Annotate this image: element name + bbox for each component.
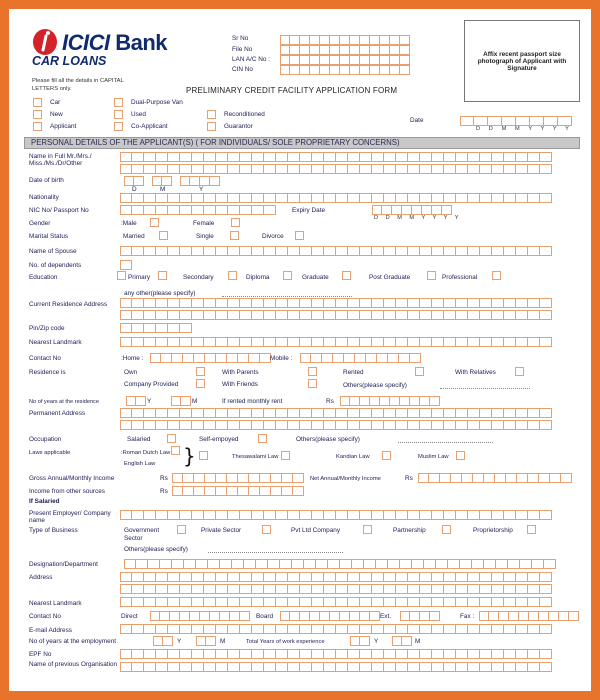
dob-day-cells[interactable] bbox=[124, 176, 144, 186]
dob-d-hint: D bbox=[132, 186, 137, 193]
diploma-label: Diploma bbox=[246, 274, 270, 281]
edu-lead-checkbox[interactable] bbox=[117, 271, 126, 280]
car-checkbox[interactable] bbox=[33, 98, 42, 107]
single-label: Single bbox=[196, 233, 214, 240]
english-law-checkbox[interactable] bbox=[199, 451, 208, 460]
res-other-line[interactable] bbox=[440, 388, 530, 389]
business-label: Type of Business bbox=[29, 527, 78, 534]
postgrad-label: Post Graduate bbox=[369, 274, 411, 281]
expiry-cells[interactable] bbox=[372, 205, 452, 215]
nationality-label: Nationality bbox=[29, 194, 59, 201]
direct-label: Direct bbox=[121, 613, 138, 620]
residence-address-label: Current Residence Address bbox=[29, 301, 108, 308]
product-name: CAR LOANS bbox=[32, 54, 107, 68]
selfemp-checkbox[interactable] bbox=[258, 434, 267, 443]
divorce-label: Divorce bbox=[262, 233, 284, 240]
form-title: PRELIMINARY CREDIT FACILITY APPLICATION FORM bbox=[186, 86, 398, 95]
private-label: Private Sector bbox=[201, 527, 242, 534]
muslim-label: Muslim Law bbox=[418, 454, 449, 460]
instructions: Please fill all the details in CAPITAL LETTERS only. bbox=[32, 78, 124, 92]
employer-cells[interactable] bbox=[120, 510, 552, 520]
biz-other-label: Others(please specify) bbox=[124, 546, 188, 553]
occ-other-label: Others(please specify) bbox=[296, 436, 360, 443]
pvt-checkbox[interactable] bbox=[363, 525, 372, 534]
kandian-label: Kandian Law bbox=[336, 454, 370, 460]
sr-no-label: Sr No bbox=[232, 35, 249, 42]
primary-checkbox[interactable] bbox=[158, 271, 167, 280]
relatives-checkbox[interactable] bbox=[515, 367, 524, 376]
dependents-label: No. of dependents bbox=[29, 262, 82, 269]
nic-label: NIC No/ Passport No bbox=[29, 207, 89, 214]
landmark-cells[interactable] bbox=[120, 337, 552, 347]
board-label: Board bbox=[256, 613, 274, 620]
biz-other-line[interactable] bbox=[208, 552, 343, 553]
address-row2-cells[interactable] bbox=[120, 584, 552, 594]
home-label: :Home : bbox=[121, 355, 144, 362]
dependents-cells[interactable] bbox=[120, 260, 132, 270]
file-no-cells[interactable] bbox=[280, 45, 410, 55]
landmark2-cells[interactable] bbox=[120, 597, 552, 607]
english-law-label: English Law bbox=[124, 461, 156, 467]
applicant-checkbox[interactable] bbox=[33, 122, 42, 131]
edu-other-line[interactable] bbox=[222, 296, 352, 297]
dob-month-cells[interactable] bbox=[152, 176, 172, 186]
diploma-checkbox[interactable] bbox=[283, 271, 292, 280]
parents-label: With Parents bbox=[222, 369, 259, 376]
landmark-label: Nearest Landmark bbox=[29, 339, 82, 346]
prev-org-label: Name of previous Organisation bbox=[29, 661, 118, 668]
mobile-label: Mobile : bbox=[270, 355, 293, 362]
name-row1-cells[interactable] bbox=[120, 152, 552, 162]
designation-cells[interactable] bbox=[124, 559, 556, 569]
used-checkbox[interactable] bbox=[114, 110, 123, 119]
male-label: :Male bbox=[121, 220, 137, 227]
total-y-cells[interactable] bbox=[350, 636, 370, 646]
education-label: Education bbox=[29, 274, 58, 281]
pvt-label: Pvt Ltd Company bbox=[291, 527, 341, 534]
dob-year-cells[interactable] bbox=[180, 176, 220, 186]
car-label: Car bbox=[50, 99, 61, 106]
years-emp-y: Y bbox=[177, 638, 182, 645]
used-label: Used bbox=[131, 111, 146, 118]
fax-label: Fax : bbox=[460, 613, 475, 620]
dob-m-hint: M bbox=[160, 186, 166, 193]
date-hint: D D M M Y Y Y Y bbox=[476, 126, 573, 132]
res-other-label: Others(please specify) bbox=[343, 382, 407, 389]
net-income-label: Net Annual/Monthly Income bbox=[310, 476, 381, 482]
govt-label: Government Sector bbox=[124, 527, 160, 542]
guarantor-label: Guarantor bbox=[224, 123, 253, 130]
laws-label: Laws applicable bbox=[29, 450, 71, 456]
photo-box-text: Affix recent passport size photograph of Applicant with Signature bbox=[477, 51, 567, 72]
total-years-label: Total Years of work experience bbox=[246, 639, 325, 645]
designation-label: Designation/Department bbox=[29, 561, 98, 568]
proprietor-label: Proprietorship bbox=[473, 527, 513, 534]
secondary-checkbox[interactable] bbox=[228, 271, 237, 280]
permanent-row1-cells[interactable] bbox=[120, 408, 552, 418]
company-label: Company Provided bbox=[124, 381, 179, 388]
lan-cells[interactable] bbox=[280, 55, 410, 65]
kandian-checkbox[interactable] bbox=[382, 451, 391, 460]
pin-label: Pin/Zip code bbox=[29, 325, 65, 332]
rent-rs: Rs bbox=[326, 398, 334, 405]
thesawalami-label: Thesawalami Law bbox=[232, 454, 279, 460]
cin-label: CIN No bbox=[232, 66, 253, 73]
married-checkbox[interactable] bbox=[159, 231, 168, 240]
edu-other-label: any other(please specify) bbox=[124, 290, 196, 297]
pin-cells[interactable] bbox=[120, 323, 192, 333]
postgrad-checkbox[interactable] bbox=[427, 271, 436, 280]
rent-cells[interactable] bbox=[340, 396, 440, 406]
sr-no-cells[interactable] bbox=[280, 35, 410, 45]
friends-label: With Friends bbox=[222, 381, 258, 388]
expiry-hint: D D M M Y Y Y Y bbox=[374, 215, 462, 221]
contact2-label: Contact No bbox=[29, 613, 61, 620]
home-phone-cells[interactable] bbox=[150, 353, 271, 363]
roman-law-checkbox[interactable] bbox=[171, 446, 180, 455]
married-label: Married bbox=[123, 233, 145, 240]
other-rs: Rs bbox=[160, 488, 168, 495]
gender-label: Gender bbox=[29, 220, 51, 227]
board-cells[interactable] bbox=[280, 611, 380, 621]
professional-label: Professional bbox=[442, 274, 478, 281]
total-m-cells[interactable] bbox=[392, 636, 412, 646]
residence-row2-cells[interactable] bbox=[120, 310, 552, 320]
date-label: Date bbox=[410, 117, 424, 124]
spouse-label: Name of Spouse bbox=[29, 248, 77, 255]
residence-row1-cells[interactable] bbox=[120, 298, 552, 308]
company-checkbox[interactable] bbox=[196, 379, 205, 388]
rent-label: If rented monthly rent bbox=[222, 398, 283, 405]
female-checkbox[interactable] bbox=[231, 218, 240, 227]
email-label: E-mail Address bbox=[29, 627, 72, 634]
graduate-checkbox[interactable] bbox=[342, 271, 351, 280]
applicant-label: Applicant bbox=[50, 123, 77, 130]
years-res-label: No of years at the residence bbox=[29, 399, 99, 405]
years-emp-y-cells[interactable] bbox=[153, 636, 173, 646]
thesawalami-checkbox[interactable] bbox=[281, 451, 290, 460]
contact-label: Contact No bbox=[29, 355, 61, 362]
section-header: PERSONAL DETAILS OF THE APPLICANT(S) ( FOR INDIVIDUALS/ SOLE PROPRIETARY CONCERNS) bbox=[24, 137, 580, 149]
years-res-m-cells[interactable] bbox=[171, 396, 191, 406]
years-res-y: Y bbox=[147, 398, 152, 405]
gross-income-cells[interactable] bbox=[172, 473, 304, 483]
if-salaried-label: If Salaried bbox=[29, 498, 60, 505]
name-label: Name in Full Mr./Mrs./ Miss./Ms./Dr/Other bbox=[29, 153, 92, 167]
lan-label: LAN A/C No : bbox=[232, 56, 271, 63]
rented-checkbox[interactable] bbox=[415, 367, 424, 376]
cin-cells[interactable] bbox=[280, 65, 410, 75]
relatives-label: With Relatives bbox=[455, 369, 496, 376]
guarantor-checkbox[interactable] bbox=[207, 122, 216, 131]
icici-logo-icon bbox=[30, 28, 62, 56]
address-row1-cells[interactable] bbox=[120, 572, 552, 582]
coapplicant-label: Co-Applicant bbox=[131, 123, 168, 130]
other-income-cells[interactable] bbox=[172, 486, 304, 496]
roman-law-label: :Roman Dutch Law bbox=[121, 450, 171, 456]
law-brace-icon: } bbox=[183, 444, 196, 468]
private-checkbox[interactable] bbox=[262, 525, 271, 534]
male-checkbox[interactable] bbox=[150, 218, 159, 227]
secondary-label: Secondary bbox=[183, 274, 214, 281]
nic-cells[interactable] bbox=[120, 205, 276, 215]
mobile-cells[interactable] bbox=[300, 353, 421, 363]
new-label: New bbox=[50, 111, 63, 118]
dual-label: Dual-Purpose Van bbox=[131, 99, 183, 106]
total-m: M bbox=[415, 638, 421, 645]
ext-label: Ext. bbox=[380, 613, 392, 620]
photo-box bbox=[464, 20, 580, 102]
years-emp-label: No of years at the employment bbox=[29, 638, 117, 645]
selfemp-label: Self-empoyed bbox=[199, 436, 239, 443]
net-income-cells[interactable] bbox=[418, 473, 572, 483]
occupation-label: Occupation bbox=[29, 436, 62, 443]
employer-label: Present Employer/ Company name bbox=[29, 510, 111, 524]
years-res-y-cells[interactable] bbox=[126, 396, 146, 406]
fax-cells[interactable] bbox=[479, 611, 579, 621]
date-cells[interactable] bbox=[460, 116, 572, 126]
dob-label: Date of birth bbox=[29, 177, 64, 184]
salaried-label: Salaried bbox=[127, 436, 151, 443]
new-checkbox[interactable] bbox=[33, 110, 42, 119]
residence-is-label: Residence is bbox=[29, 369, 66, 376]
expiry-label: Expiry Date bbox=[292, 207, 326, 214]
years-emp-m-cells[interactable] bbox=[196, 636, 216, 646]
professional-checkbox[interactable] bbox=[492, 271, 501, 280]
email-cells[interactable] bbox=[120, 624, 552, 634]
divorce-checkbox[interactable] bbox=[295, 231, 304, 240]
female-label: Female bbox=[193, 220, 215, 227]
prev-org-cells[interactable] bbox=[120, 662, 552, 672]
gross-rs: Rs bbox=[160, 475, 168, 482]
total-y: Y bbox=[374, 638, 379, 645]
friends-checkbox[interactable] bbox=[308, 379, 317, 388]
primary-label: Primary bbox=[128, 274, 151, 281]
direct-cells[interactable] bbox=[150, 611, 250, 621]
coapplicant-checkbox[interactable] bbox=[114, 122, 123, 131]
net-rs: Rs bbox=[405, 475, 413, 482]
file-no-label: File No bbox=[232, 46, 253, 53]
address-label: Address bbox=[29, 574, 53, 581]
salaried-checkbox[interactable] bbox=[167, 434, 176, 443]
govt-checkbox[interactable] bbox=[177, 525, 186, 534]
gross-income-label: Gross Annual/Monthly Income bbox=[29, 475, 115, 482]
parents-checkbox[interactable] bbox=[308, 367, 317, 376]
landmark2-label: Nearest Landmark bbox=[29, 600, 82, 607]
single-checkbox[interactable] bbox=[230, 231, 239, 240]
spouse-cells[interactable] bbox=[120, 246, 552, 256]
years-emp-m: M bbox=[220, 638, 226, 645]
graduate-label: Graduate bbox=[302, 274, 329, 281]
recon-label: Reconditioned bbox=[224, 111, 265, 118]
recon-checkbox[interactable] bbox=[207, 110, 216, 119]
other-income-label: Income from other sources bbox=[29, 488, 106, 495]
dual-checkbox[interactable] bbox=[114, 98, 123, 107]
muslim-checkbox[interactable] bbox=[456, 451, 465, 460]
partnership-checkbox[interactable] bbox=[442, 525, 451, 534]
nationality-cells[interactable] bbox=[120, 193, 552, 203]
partnership-label: Partnership bbox=[393, 527, 426, 534]
occ-other-line[interactable] bbox=[398, 442, 493, 443]
epf-cells[interactable] bbox=[120, 649, 552, 659]
ext-cells[interactable] bbox=[400, 611, 440, 621]
own-label: Own bbox=[124, 369, 138, 376]
own-checkbox[interactable] bbox=[196, 367, 205, 376]
permanent-label: Permanent Address bbox=[29, 410, 86, 417]
permanent-row2-cells[interactable] bbox=[120, 420, 552, 430]
epf-label: EPF No bbox=[29, 651, 52, 658]
marital-label: Marital Status bbox=[29, 233, 69, 240]
proprietor-checkbox[interactable] bbox=[527, 525, 536, 534]
rented-label: Rented bbox=[343, 369, 364, 376]
name-row2-cells[interactable] bbox=[120, 164, 552, 174]
dob-y-hint: Y bbox=[199, 186, 204, 193]
years-res-m: M bbox=[192, 398, 198, 405]
brand-name: ICICI Bank bbox=[62, 30, 168, 55]
